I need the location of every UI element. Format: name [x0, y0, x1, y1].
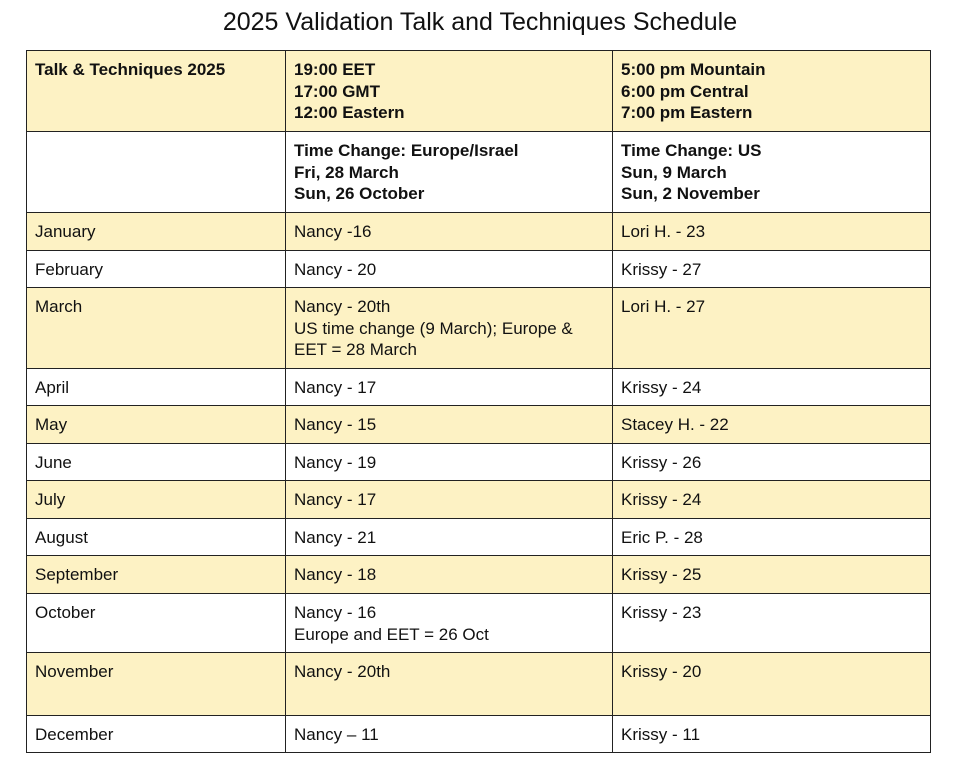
- session-note: US time change (9 March); Europe & EET = 28 March: [294, 318, 573, 359]
- month-row-february: [27, 251, 931, 288]
- month-cell: [27, 519, 286, 556]
- europe-session: Nancy - 21: [294, 528, 377, 547]
- month-label: August: [35, 528, 88, 547]
- europe-session: Nancy - 19: [294, 453, 377, 472]
- us-session-cell: [613, 519, 931, 556]
- us-session: Lori H. - 23: [621, 222, 706, 241]
- us-session-cell: [613, 594, 931, 653]
- europe-session-cell: [286, 213, 613, 251]
- header-series-label: Talk & Techniques 2025: [35, 60, 226, 79]
- europe-session: Nancy - 20: [294, 260, 377, 279]
- month-cell: [27, 213, 286, 251]
- month-label: February: [35, 260, 104, 279]
- europe-session-cell: [286, 406, 613, 444]
- month-row-january: [27, 213, 931, 251]
- europe-session-cell: [286, 369, 613, 406]
- month-row-march: [27, 288, 931, 369]
- time-change-line: Sun, 2 November: [621, 184, 760, 203]
- month-label: July: [35, 490, 66, 509]
- europe-session-cell: [286, 444, 613, 481]
- month-label: April: [35, 378, 70, 397]
- europe-session-cell: [286, 653, 613, 716]
- us-session-cell: [613, 213, 931, 251]
- month-label: November: [35, 662, 114, 681]
- us-session: Krissy - 20: [621, 662, 702, 681]
- us-session-cell: [613, 444, 931, 481]
- header-cell-series: [27, 51, 286, 132]
- month-label: May: [35, 415, 68, 434]
- europe-session-cell: [286, 556, 613, 594]
- europe-session: Nancy - 17: [294, 378, 377, 397]
- month-row-may: [27, 406, 931, 444]
- month-row-december: [27, 716, 931, 753]
- europe-session: Nancy – 11: [294, 725, 379, 744]
- header-row: [27, 51, 931, 132]
- month-label: September: [35, 565, 119, 584]
- us-session: Krissy - 23: [621, 603, 702, 622]
- us-session-cell: [613, 406, 931, 444]
- header-time-line: 19:00 EET: [294, 60, 376, 79]
- time-change-line: Time Change: US: [621, 141, 762, 160]
- europe-session-cell: [286, 519, 613, 556]
- month-row-november: [27, 653, 931, 716]
- us-session: Krissy - 27: [621, 260, 702, 279]
- header-cell-europe-times: [286, 51, 613, 132]
- header-time-line: 7:00 pm Eastern: [621, 103, 753, 122]
- month-label: January: [35, 222, 96, 241]
- month-label: June: [35, 453, 72, 472]
- header-time-line: 5:00 pm Mountain: [621, 60, 766, 79]
- us-session: Krissy - 24: [621, 378, 702, 397]
- month-row-august: [27, 519, 931, 556]
- month-cell: [27, 288, 286, 369]
- month-cell: [27, 369, 286, 406]
- us-session-cell: [613, 251, 931, 288]
- europe-session: Nancy -16: [294, 222, 372, 241]
- month-cell: [27, 251, 286, 288]
- us-session: Lori H. - 27: [621, 297, 706, 316]
- month-label: October: [35, 603, 96, 622]
- us-session-cell: [613, 369, 931, 406]
- us-session: Eric P. - 28: [621, 528, 703, 547]
- month-cell: [27, 716, 286, 753]
- us-session: Stacey H. - 22: [621, 415, 729, 434]
- europe-session-cell: [286, 594, 613, 653]
- europe-session: Nancy - 20th: [294, 662, 391, 681]
- month-cell: [27, 444, 286, 481]
- month-row-july: [27, 481, 931, 519]
- us-session-cell: [613, 556, 931, 594]
- month-cell: [27, 556, 286, 594]
- us-session: Krissy - 26: [621, 453, 702, 472]
- us-session-cell: [613, 481, 931, 519]
- month-row-september: [27, 556, 931, 594]
- month-label: March: [35, 297, 83, 316]
- month-cell: [27, 594, 286, 653]
- month-row-april: [27, 369, 931, 406]
- europe-session-cell: [286, 716, 613, 753]
- europe-session: Nancy - 17: [294, 490, 377, 509]
- europe-session: Nancy - 15: [294, 415, 377, 434]
- time-change-line: Sun, 9 March: [621, 162, 727, 182]
- us-session-cell: [613, 653, 931, 716]
- us-session: Krissy - 24: [621, 490, 702, 509]
- time-change-line: Fri, 28 March: [294, 162, 399, 182]
- month-row-june: [27, 444, 931, 481]
- europe-session: Nancy - 20th: [294, 297, 391, 316]
- time-change-cell-empty: [27, 132, 286, 213]
- us-session: Krissy - 11: [621, 725, 701, 744]
- header-cell-us-times: [613, 51, 931, 132]
- europe-session: Nancy - 16: [294, 603, 377, 622]
- session-note: Europe and EET = 26 Oct: [294, 624, 489, 644]
- time-change-cell-us: [613, 132, 931, 213]
- europe-session: Nancy - 18: [294, 565, 377, 584]
- month-cell: [27, 653, 286, 716]
- header-time-line: 6:00 pm Central: [621, 81, 749, 101]
- header-time-line: 12:00 Eastern: [294, 103, 405, 122]
- month-label: December: [35, 725, 114, 744]
- month-row-october: [27, 594, 931, 653]
- europe-session-cell: [286, 251, 613, 288]
- month-cell: [27, 481, 286, 519]
- schedule-table: [26, 50, 931, 753]
- time-change-line: Time Change: Europe/Israel: [294, 141, 519, 160]
- time-change-row: [27, 132, 931, 213]
- page-title: 2025 Validation Talk and Techniques Schedule: [222, 8, 738, 36]
- us-session-cell: [613, 288, 931, 369]
- us-session: Krissy - 25: [621, 565, 702, 584]
- header-time-line: 17:00 GMT: [294, 81, 380, 101]
- time-change-line: Sun, 26 October: [294, 184, 425, 203]
- europe-session-cell: [286, 288, 613, 369]
- us-session-cell: [613, 716, 931, 753]
- europe-session-cell: [286, 481, 613, 519]
- time-change-cell-europe: [286, 132, 613, 213]
- month-cell: [27, 406, 286, 444]
